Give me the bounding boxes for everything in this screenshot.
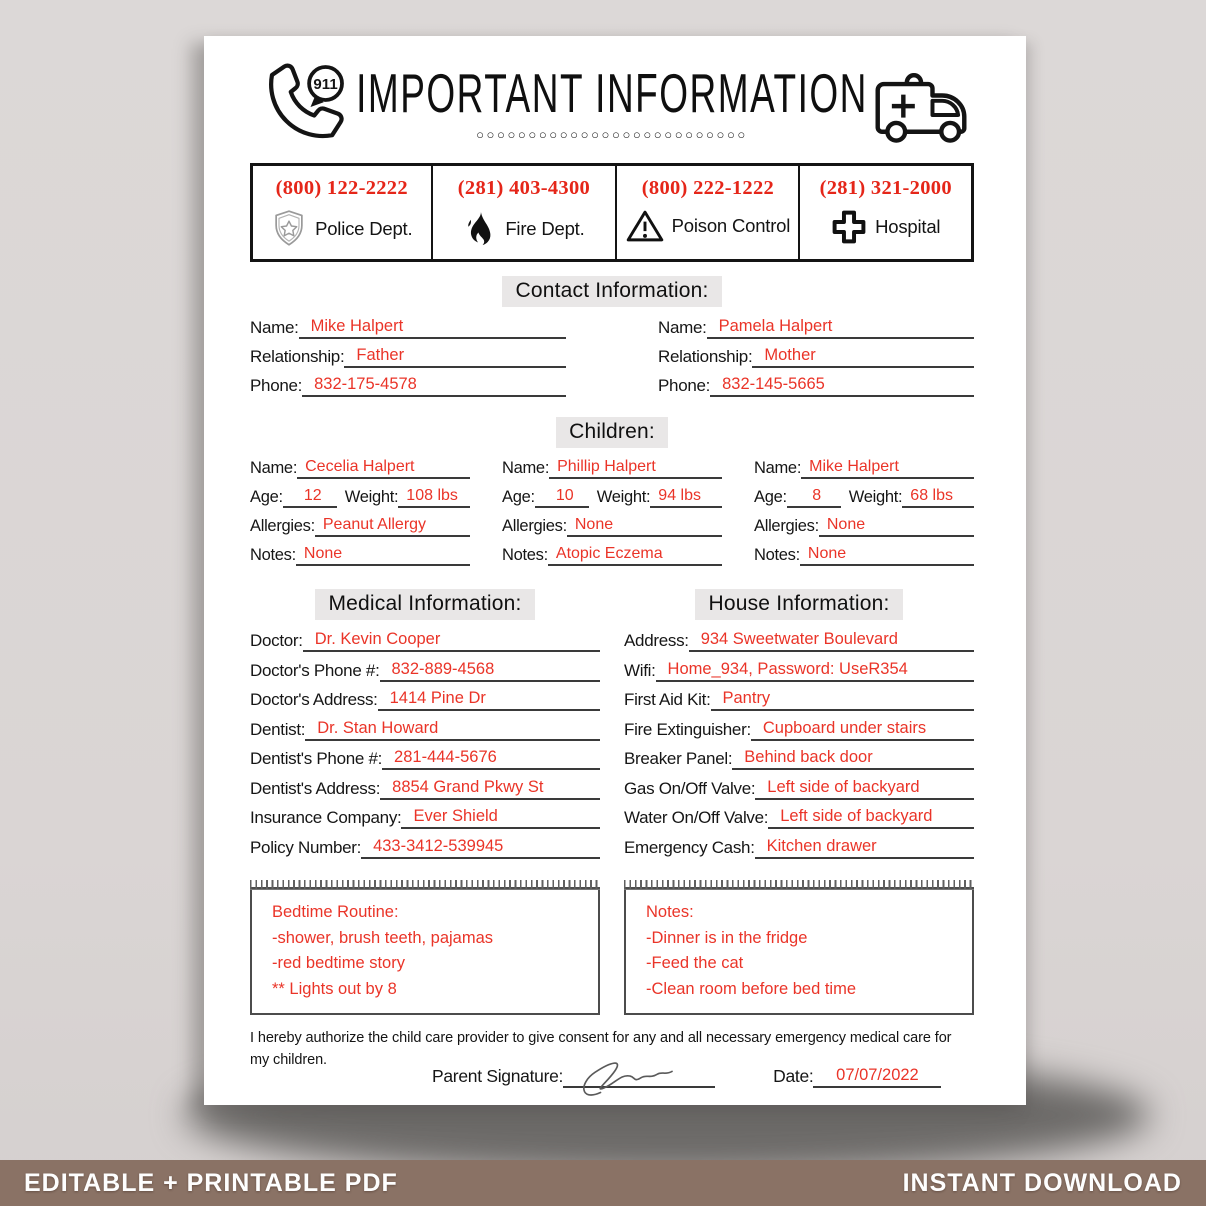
- signature-line: [563, 1064, 715, 1088]
- field-label: Name:: [658, 318, 707, 337]
- section-heading-children: Children:: [556, 417, 668, 448]
- field-value: 68 lbs: [902, 487, 974, 508]
- medical-column: [250, 629, 600, 865]
- field-label: Emergency Cash:: [624, 837, 755, 857]
- children-grid: [250, 456, 974, 572]
- field-label: Policy Number:: [250, 837, 362, 857]
- field-label: Phone:: [250, 376, 303, 395]
- field-value: 832-889-4568: [380, 660, 601, 682]
- emergency-cell-hospital: [800, 166, 971, 259]
- field-value: 832-175-4578: [302, 375, 566, 397]
- field-label: Name:: [502, 459, 550, 477]
- child-column-2: [502, 456, 722, 572]
- field-value: Cupboard under stairs: [751, 719, 974, 741]
- field-value: 108 lbs: [398, 487, 470, 508]
- handwritten-signature: [573, 1050, 683, 1102]
- field-row: [658, 316, 974, 339]
- field-label: Dentist:: [250, 719, 306, 739]
- title-column: [356, 62, 868, 142]
- child-column-1: [250, 456, 470, 572]
- field-value: Father: [344, 346, 566, 368]
- spiral-binding: [624, 880, 974, 890]
- field-value: 934 Sweetwater Boulevard: [689, 630, 974, 652]
- child-column-3: [754, 456, 974, 572]
- field-value: None: [296, 545, 470, 566]
- date-label: Date:: [773, 1065, 814, 1086]
- field-label: Wifi:: [624, 660, 656, 680]
- field-row: [658, 374, 974, 397]
- general-notes-box: [624, 887, 974, 1015]
- field-value: 94 lbs: [650, 487, 722, 508]
- warning-triangle-icon: [626, 209, 664, 243]
- field-label: Name:: [250, 459, 298, 477]
- page-title: IMPORTANT INFORMATION: [356, 62, 868, 124]
- bedtime-routine-box: [250, 887, 600, 1015]
- printable-sheet: [204, 36, 1026, 1105]
- contact-column-father: [250, 316, 566, 403]
- house-column: [624, 629, 974, 865]
- field-label: Dentist's Phone #:: [250, 749, 383, 768]
- police-phone-number: (800) 122-2222: [275, 177, 408, 199]
- field-value: Behind back door: [732, 748, 974, 770]
- field-label: Weight:: [596, 488, 651, 506]
- note-line: Bedtime Routine:: [272, 903, 399, 921]
- field-value: Dr. Kevin Cooper: [303, 630, 600, 652]
- hospital-phone-number: (281) 321-2000: [819, 177, 952, 199]
- field-label: Name:: [250, 318, 299, 337]
- badge-911-text: 911: [313, 76, 338, 94]
- field-label: Fire Extinguisher:: [624, 719, 751, 739]
- field-row: [658, 345, 974, 368]
- field-value: Peanut Allergy: [315, 516, 470, 537]
- note-line: Notes:: [646, 903, 694, 921]
- section-heading-medical: Medical Information:: [315, 589, 534, 620]
- field-value: Mike Halpert: [299, 317, 566, 339]
- field-label: Insurance Company:: [250, 808, 402, 827]
- field-label: Address:: [624, 631, 689, 650]
- medical-cross-icon: [831, 209, 867, 245]
- note-line: -Dinner is in the fridge: [646, 928, 808, 947]
- field-value: 433-3412-539945: [361, 837, 600, 859]
- police-shield-icon: [271, 209, 307, 249]
- emergency-numbers-table: [250, 163, 974, 262]
- field-value: Atopic Eczema: [548, 545, 722, 566]
- field-value: 281-444-5676: [382, 748, 600, 770]
- field-value: 832-145-5665: [710, 375, 974, 397]
- field-value: Cecelia Halpert: [297, 458, 470, 479]
- field-value: 1414 Pine Dr: [378, 689, 600, 711]
- phone-911-icon: [250, 60, 356, 154]
- field-label: Dentist's Address:: [250, 778, 381, 798]
- field-row: [250, 345, 566, 368]
- field-label: Phone:: [658, 376, 711, 395]
- field-label: Breaker Panel:: [624, 749, 733, 768]
- field-value: 8854 Grand Pkwy St: [380, 778, 600, 800]
- field-label: Weight:: [848, 488, 903, 506]
- note-line: -shower, brush teeth, pajamas: [272, 928, 494, 947]
- field-label: Name:: [754, 459, 802, 477]
- field-value: None: [567, 516, 722, 537]
- spiral-binding: [250, 880, 600, 890]
- note-line: ** Lights out by 8: [272, 979, 397, 998]
- field-label: Doctor:: [250, 631, 303, 650]
- section-heading-contact: Contact Information:: [502, 276, 721, 307]
- field-value: Pamela Halpert: [707, 317, 974, 339]
- field-value: Kitchen drawer: [755, 837, 974, 859]
- field-label: Notes:: [250, 546, 296, 564]
- footer-right-text: INSTANT DOWNLOAD: [902, 1168, 1182, 1197]
- field-label: Water On/Off Valve:: [624, 808, 769, 827]
- field-value: 10: [535, 487, 589, 508]
- contact-column-mother: [658, 316, 974, 403]
- field-value: Left side of backyard: [755, 778, 974, 800]
- signature-label: Parent Signature:: [432, 1065, 564, 1086]
- field-label: Doctor's Phone #:: [250, 660, 380, 680]
- field-label: Allergies:: [250, 517, 315, 535]
- field-value: None: [819, 516, 974, 537]
- hospital-label: Hospital: [875, 216, 941, 237]
- signature-row: [432, 1054, 974, 1088]
- field-value: Dr. Stan Howard: [305, 719, 600, 741]
- field-value: Home_934, Password: UseR354: [656, 660, 974, 682]
- field-label: Relationship:: [250, 347, 345, 366]
- field-label: Allergies:: [502, 517, 567, 535]
- sheet-header: [250, 60, 974, 154]
- field-value: Pantry: [711, 689, 975, 711]
- notes-boxes: [250, 887, 974, 1015]
- field-row: [250, 316, 566, 339]
- ambulance-icon: [868, 64, 974, 150]
- fire-phone-number: (281) 403-4300: [457, 177, 591, 199]
- field-label: Age:: [754, 488, 787, 506]
- footer-banner: [0, 1160, 1206, 1206]
- field-row: [250, 374, 566, 397]
- field-label: Relationship:: [658, 347, 753, 366]
- date-value: 07/07/2022: [813, 1066, 941, 1088]
- authorization-text: I hereby authorize the child care provider to give consent for any and all necessary emergency medical care for my children.: [250, 1030, 952, 1068]
- field-value: Left side of backyard: [768, 807, 974, 829]
- decorative-dots: ○○○○○○○○○○○○○○○○○○○○○○○○○○: [476, 127, 748, 142]
- field-label: Notes:: [502, 546, 548, 564]
- medical-house-grid: [250, 629, 974, 865]
- field-value: Ever Shield: [401, 807, 600, 829]
- field-label: Weight:: [344, 488, 399, 506]
- field-value: 12: [283, 487, 337, 508]
- field-value: Mother: [752, 346, 974, 368]
- contact-grid: [250, 316, 974, 403]
- field-label: Allergies:: [754, 517, 819, 535]
- field-label: First Aid Kit:: [624, 690, 711, 709]
- field-value: Phillip Halpert: [549, 458, 722, 479]
- emergency-cell-fire: [433, 166, 618, 259]
- note-line: -red bedtime story: [272, 954, 405, 972]
- fire-flame-icon: [463, 209, 497, 249]
- field-label: Doctor's Address:: [250, 690, 378, 709]
- field-label: Age:: [502, 488, 535, 506]
- section-heading-house: House Information:: [695, 589, 902, 620]
- note-line: -Clean room before bed time: [646, 979, 857, 998]
- poison-label: Poison Control: [671, 215, 791, 236]
- field-label: Age:: [250, 488, 283, 506]
- field-value: 8: [787, 487, 841, 508]
- emergency-cell-police: [253, 166, 433, 259]
- field-label: Gas On/Off Valve:: [624, 778, 756, 798]
- emergency-cell-poison: [617, 166, 800, 259]
- field-value: None: [800, 545, 974, 566]
- field-label: Notes:: [754, 546, 800, 564]
- field-value: Mike Halpert: [801, 458, 974, 479]
- poison-phone-number: (800) 222-1222: [641, 177, 775, 199]
- fire-label: Fire Dept.: [505, 218, 585, 239]
- footer-left-text: EDITABLE + PRINTABLE PDF: [24, 1168, 398, 1197]
- police-label: Police Dept.: [315, 218, 413, 239]
- note-line: -Feed the cat: [646, 954, 744, 972]
